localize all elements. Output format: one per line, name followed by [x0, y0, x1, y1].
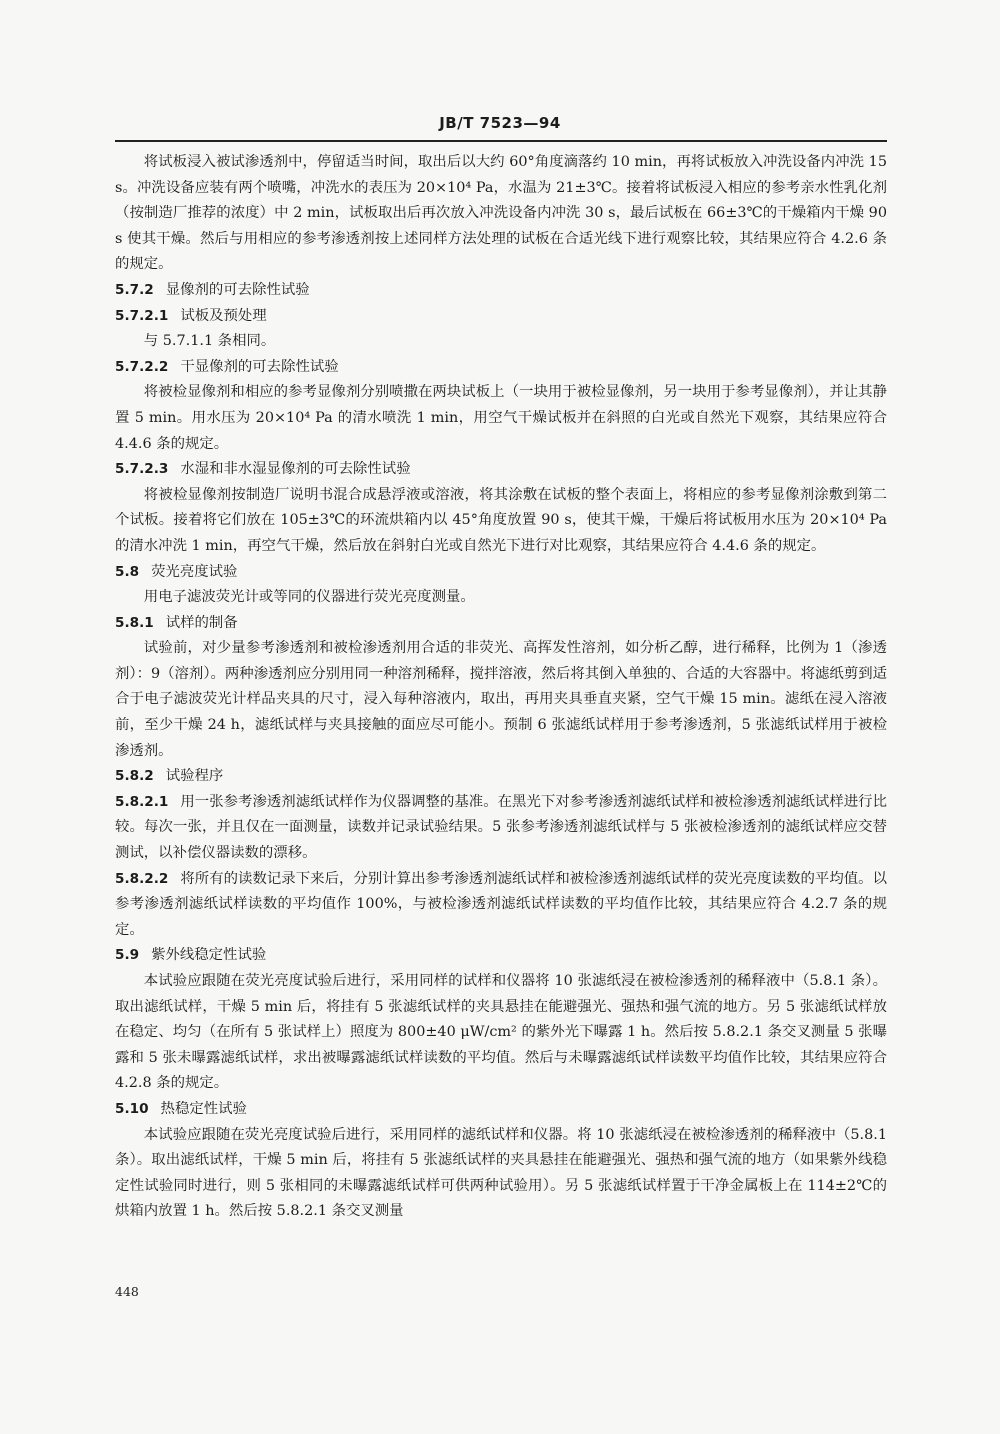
section-heading: [115, 560, 887, 586]
section-title: 试验程序: [165, 768, 224, 785]
paragraph: 将被检显像剂按制造厂说明书混合成悬浮液或溶液，将其涂敷在试板的整个表面上，将相应的参考显像剂涂敷到第二个试板。接着将它们放在 105±3℃的环流烘箱内以 45°角度放置 90 s，使其干燥，干燥后将试板用水压为 20×10⁴ Pa 的清水冲洗 1 min，再空气干燥，然后放在斜射白光或自然光下进行对比观察，其结果应符合 4.4.6 条的规定。: [115, 486, 887, 554]
section-title: 干显像剂的可去除性试验: [180, 358, 339, 375]
section-heading: [115, 1097, 887, 1123]
section-heading: [115, 764, 887, 790]
section-heading: [115, 943, 887, 969]
section-title: 热稳定性试验: [160, 1100, 247, 1117]
paragraph: 本试验应跟随在荧光亮度试验后进行，采用同样的试样和仪器将 10 张滤纸浸在被检渗透剂的稀释液中（5.8.1 条）。取出滤纸试样，干燥 5 min 后，将挂有 5 张滤纸试样的夹具悬挂在能避强光、强热和强气流的地方。另 5 张滤纸试样放在稳定、均匀（在所有 5 张试样上）照度为 800±40 μW/cm² 的紫外光下曝露 1 h。然后按 5.8.2.1 条交叉测量 5 张曝露和 5 张未曝露滤纸试样，求出被曝露滤纸试样读数的平均值。然后与未曝露滤纸试样读数平均值作比较，其结果应符合 4.2.8 条的规定。: [115, 973, 887, 1092]
section-title: 紫外线稳定性试验: [151, 947, 267, 964]
paragraph: 本试验应跟随在荧光亮度试验后进行，采用同样的滤纸试样和仪器。将 10 张滤纸浸在被检渗透剂的稀释液中（5.8.1 条）。取出滤纸试样，干燥 5 min 后，将挂有 5 张滤纸试样的夹具悬挂在能避强光、强热和强气流的地方（如果紫外线稳定性试验同时进行，则 5 张相同的未曝露滤纸试样可供两种试验用）。另 5 张滤纸试样置于干净金属板上在 114±2℃的烘箱内放置 1 h。然后按 5.8.2.1 条交叉测量: [115, 1126, 887, 1220]
section-number: 5.9: [115, 947, 140, 964]
paragraph: 与 5.7.1.1 条相同。: [143, 333, 276, 350]
section-number: 5.7.2.2: [115, 358, 169, 375]
section-title: 显像剂的可去除性试验: [165, 281, 310, 298]
paragraph: 用电子滤波荧光计或等同的仪器进行荧光亮度测量。: [143, 589, 475, 606]
paragraph: 将被检显像剂和相应的参考显像剂分别喷撒在两块试板上（一块用于被检显像剂，另一块用于参考显像剂），并让其静置 5 min。用水压为 20×10⁴ Pa 的清水喷洗 1 min，用空气干燥试板并在斜照的白光或自然光下观察，其结果应符合 4.4.6 条的规定。: [115, 384, 887, 452]
section-number: 5.8.2: [115, 768, 154, 785]
section-heading: [115, 611, 887, 637]
section-title: 试样的制备: [165, 614, 238, 631]
paragraph: 将试板浸入被试渗透剂中，停留适当时间，取出后以大约 60°角度滴落约 10 min，再将试板放入冲洗设备内冲洗 15 s。冲洗设备应装有两个喷嘴，冲洗水的表压为 20×10⁴ Pa，水温为 21±3℃。接着将试板浸入相应的参考亲水性乳化剂（按制造厂推荐的浓度）中 2 min，试板取出后再次放入冲洗设备内冲洗 30 s，最后试板在 66±3℃的干燥箱内干燥 90 s 使其干燥。然后与用相应的参考渗透剂按上述同样方法处理的试板在合适光线下进行观察比较，其结果应符合 4.2.6 条的规定。: [115, 154, 887, 273]
section-number: 5.7.2: [115, 281, 154, 298]
numbered-paragraph: [115, 867, 887, 944]
paragraph-text: 用一张参考渗透剂滤纸试样作为仪器调整的基准。在黑光下对参考渗透剂滤纸试样和被检渗透剂滤纸试样进行比较。每次一张，并且仅在一面测量，读数并记录试验结果。5 张参考渗透剂滤纸试样与 5 张被检渗透剂的滤纸试样应交替测试，以补偿仪器读数的漂移。: [115, 793, 887, 862]
page-number: 448: [115, 1284, 139, 1299]
section-title: 荧光亮度试验: [151, 563, 238, 580]
section-number: 5.8: [115, 563, 140, 580]
body-text: [115, 150, 887, 1225]
section-heading: [115, 457, 887, 483]
paragraph-text: 将所有的读数记录下来后，分别计算出参考渗透剂滤纸试样和被检渗透剂滤纸试样的荧光亮度读数的平均值。以参考渗透剂滤纸试样读数的平均值作 100%，与被检渗透剂滤纸试样读数的平均值作比较，其结果应符合 4.2.7 条的规定。: [115, 870, 887, 938]
section-number: 5.8.2.2: [115, 870, 169, 887]
header-rule: [115, 140, 887, 142]
numbered-paragraph: [115, 790, 887, 867]
paragraph: 试验前，对少量参考渗透剂和被检渗透剂用合适的非荧光、高挥发性溶剂，如分析乙醇，进行稀释，比例为 1（渗透剂）：9（溶剂）。两种渗透剂应分别用同一种溶剂稀释，搅拌溶液，然后将其倒入单独的、合适的大容器中。将滤纸剪到适合于电子滤波荧光计样品夹具的尺寸，浸入每种溶液内，取出，再用夹具垂直夹紧，空气干燥 15 min。滤纸在浸入溶液前，至少干燥 24 h，滤纸试样与夹具接触的面应尽可能小。预制 6 张滤纸试样用于参考渗透剂，5 张滤纸试样用于被检渗透剂。: [115, 640, 887, 759]
section-heading: [115, 355, 887, 381]
section-heading: [115, 278, 887, 304]
section-title: 水湿和非水湿显像剂的可去除性试验: [180, 461, 411, 478]
section-number: 5.7.2.1: [115, 307, 169, 324]
section-title: 试板及预处理: [180, 307, 267, 324]
document-code-header: JB/T 7523—94: [439, 114, 561, 132]
section-number: 5.8.1: [115, 614, 154, 631]
section-number: 5.8.2.1: [115, 793, 169, 810]
section-number: 5.10: [115, 1100, 149, 1117]
section-number: 5.7.2.3: [115, 461, 169, 478]
section-heading: [115, 304, 887, 330]
